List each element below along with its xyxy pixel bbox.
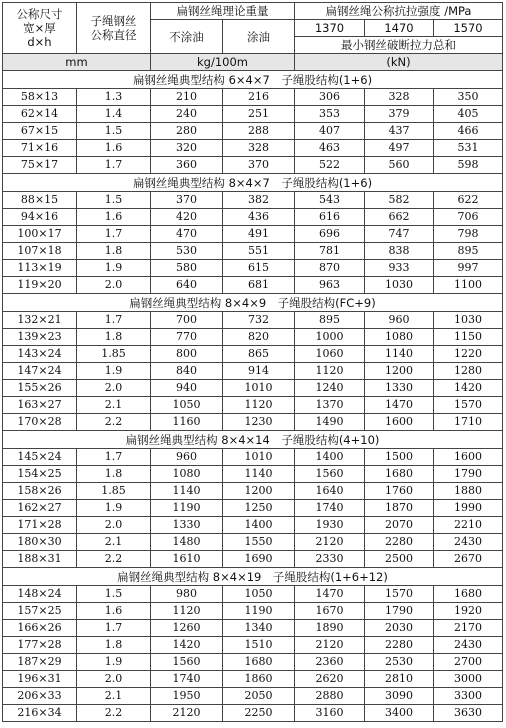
weight-oiled-cell: 1340 [223,620,295,637]
size-header-line-3: d×h [27,35,52,49]
force-1470-cell: 2530 [365,654,434,671]
weight-oiled-cell: 1550 [223,534,295,551]
table-row [3,192,503,209]
force-1470-cell: 1870 [365,500,434,517]
force-1470-cell: 2030 [365,620,434,637]
force-1570-cell: 3630 [434,705,503,722]
force-1570-cell: 350 [434,89,503,106]
force-1470-cell: 747 [365,226,434,243]
size-cell: 71×16 [3,140,77,157]
table-row [3,397,503,414]
table-row [3,89,503,106]
force-1370-cell: 2120 [295,534,365,551]
table-row [3,517,503,534]
size-cell: 75×17 [3,157,77,174]
weight-uncoated-cell: 530 [151,243,223,260]
size-cell: 188×31 [3,551,77,568]
force-1470-cell: 1140 [365,346,434,363]
weight-uncoated-cell: 320 [151,140,223,157]
force-1570-cell: 2700 [434,654,503,671]
weight-oiled-cell: 1690 [223,551,295,568]
force-1570-cell: 2170 [434,620,503,637]
table-row [3,603,503,620]
force-1570-cell: 3000 [434,671,503,688]
force-1370-cell: 353 [295,106,365,123]
force-1570-cell: 405 [434,106,503,123]
table-row [3,551,503,568]
weight-uncoated-cell: 1480 [151,534,223,551]
force-1570-cell: 3300 [434,688,503,705]
weight-uncoated-cell: 1080 [151,466,223,483]
weight-oiled-cell: 1140 [223,466,295,483]
force-1570-cell: 598 [434,157,503,174]
weight-uncoated-cell: 1160 [151,414,223,431]
table-row [3,363,503,380]
unit-mm: mm [3,54,151,71]
weight-uncoated-header: 不涂油 [151,20,223,54]
spec-table-container [2,2,502,722]
wire-header-line-2: 公称直径 [90,28,137,42]
weight-oiled-cell: 914 [223,363,295,380]
section-title: 扁钢丝绳典型结构 8×4×7 子绳股结构(1+6) [3,174,503,192]
force-1570-cell: 2670 [434,551,503,568]
force-1470-cell: 1760 [365,483,434,500]
size-cell: 163×27 [3,397,77,414]
size-header-line-1: 公称尺寸 [16,7,63,21]
force-1570-cell: 2430 [434,637,503,654]
table-header [3,3,503,71]
weight-uncoated-cell: 840 [151,363,223,380]
weight-oiled-cell: 288 [223,123,295,140]
weight-uncoated-cell: 700 [151,312,223,329]
size-cell: 67×15 [3,123,77,140]
wire-diameter-cell: 1.9 [77,260,151,277]
force-1370-cell: 543 [295,192,365,209]
weight-uncoated-cell: 470 [151,226,223,243]
wire-diameter-cell: 2.2 [77,551,151,568]
table-row [3,380,503,397]
weight-uncoated-cell: 240 [151,106,223,123]
size-cell: 143×24 [3,346,77,363]
wire-diameter-cell: 2.0 [77,380,151,397]
unit-kn: (kN) [295,54,503,71]
force-1370-cell: 522 [295,157,365,174]
section-title: 扁钢丝绳典型结构 8×4×14 子绳股结构(4+10) [3,431,503,449]
weight-uncoated-cell: 1260 [151,620,223,637]
table-row [3,654,503,671]
table-row [3,226,503,243]
wire-diameter-cell: 1.6 [77,209,151,226]
size-cell: 100×17 [3,226,77,243]
weight-uncoated-cell: 770 [151,329,223,346]
size-cell: 166×26 [3,620,77,637]
wire-diameter-cell: 2.0 [77,277,151,294]
section-header-row [3,294,503,312]
force-1570-cell: 1600 [434,449,503,466]
wire-diameter-cell: 1.7 [77,449,151,466]
table-row [3,312,503,329]
force-1470-cell: 1030 [365,277,434,294]
table-row [3,209,503,226]
force-1570-cell: 1220 [434,346,503,363]
weight-uncoated-cell: 960 [151,449,223,466]
weight-oiled-cell: 1680 [223,654,295,671]
force-1570-cell: 1100 [434,277,503,294]
table-row [3,243,503,260]
weight-oiled-header: 涂油 [223,20,295,54]
weight-oiled-cell: 1050 [223,586,295,603]
size-cell: 158×26 [3,483,77,500]
wire-diameter-cell: 1.4 [77,106,151,123]
size-cell: 119×20 [3,277,77,294]
force-1570-cell: 1570 [434,397,503,414]
force-1470-cell: 1680 [365,466,434,483]
force-1470-cell: 1790 [365,603,434,620]
table-body [3,71,503,722]
weight-uncoated-cell: 1120 [151,603,223,620]
weight-oiled-cell: 1200 [223,483,295,500]
wire-diameter-cell: 1.9 [77,363,151,380]
force-1370-cell: 1890 [295,620,365,637]
force-1470-cell: 1570 [365,586,434,603]
size-cell: 58×13 [3,89,77,106]
force-1570-cell: 798 [434,226,503,243]
force-1470-cell: 3090 [365,688,434,705]
table-row [3,637,503,654]
force-1370-cell: 2880 [295,688,365,705]
size-cell: 145×24 [3,449,77,466]
weight-oiled-cell: 251 [223,106,295,123]
size-cell: 147×24 [3,363,77,380]
force-1470-cell: 933 [365,260,434,277]
force-1470-cell: 1200 [365,363,434,380]
weight-uncoated-cell: 1420 [151,637,223,654]
force-1370-cell: 2120 [295,637,365,654]
force-1570-cell: 1030 [434,312,503,329]
wire-diameter-cell: 2.0 [77,671,151,688]
wire-diameter-cell: 1.3 [77,89,151,106]
table-row [3,500,503,517]
weight-uncoated-cell: 800 [151,346,223,363]
weight-oiled-cell: 1250 [223,500,295,517]
weight-uncoated-cell: 1190 [151,500,223,517]
wire-diameter-cell: 1.6 [77,603,151,620]
force-1570-cell: 706 [434,209,503,226]
force-1570-cell: 1280 [434,363,503,380]
table-row [3,106,503,123]
force-1570-cell: 466 [434,123,503,140]
table-row [3,414,503,431]
wire-diameter-cell: 2.2 [77,414,151,431]
force-1570-cell: 1680 [434,586,503,603]
force-1370-cell: 870 [295,260,365,277]
weight-uncoated-cell: 940 [151,380,223,397]
size-cell: 62×14 [3,106,77,123]
force-1370-cell: 463 [295,140,365,157]
size-cell: 177×28 [3,637,77,654]
weight-oiled-cell: 216 [223,89,295,106]
section-header-row [3,431,503,449]
wire-diameter-cell: 1.9 [77,500,151,517]
force-1470-cell: 1080 [365,329,434,346]
weight-oiled-cell: 865 [223,346,295,363]
size-cell: 180×30 [3,534,77,551]
force-1470-cell: 2070 [365,517,434,534]
weight-oiled-cell: 1010 [223,380,295,397]
force-1370-cell: 306 [295,89,365,106]
weight-uncoated-cell: 1140 [151,483,223,500]
wire-diameter-cell: 2.1 [77,397,151,414]
force-1370-cell: 1370 [295,397,365,414]
force-1570-cell: 1150 [434,329,503,346]
force-1370-cell: 1400 [295,449,365,466]
wire-diameter-cell: 1.5 [77,192,151,209]
wire-diameter-cell: 1.7 [77,226,151,243]
weight-uncoated-cell: 210 [151,89,223,106]
force-1370-cell: 696 [295,226,365,243]
force-1470-cell: 328 [365,89,434,106]
table-row [3,123,503,140]
size-cell: 132×21 [3,312,77,329]
wire-diameter-cell: 1.85 [77,346,151,363]
wire-diameter-cell: 2.1 [77,534,151,551]
size-header-cell [3,3,77,54]
weight-oiled-cell: 551 [223,243,295,260]
weight-oiled-cell: 1400 [223,517,295,534]
size-cell: 216×34 [3,705,77,722]
weight-uncoated-cell: 1560 [151,654,223,671]
weight-uncoated-cell: 2120 [151,705,223,722]
force-1470-cell: 838 [365,243,434,260]
wire-diameter-cell: 1.6 [77,140,151,157]
wire-diameter-cell: 2.1 [77,688,151,705]
force-1470-cell: 2280 [365,534,434,551]
force-1570-cell: 1880 [434,483,503,500]
size-cell: 94×16 [3,209,77,226]
weight-uncoated-cell: 1050 [151,397,223,414]
strength-1370-header: 1370 [295,20,365,37]
size-cell: 148×24 [3,586,77,603]
weight-uncoated-cell: 1610 [151,551,223,568]
weight-oiled-cell: 732 [223,312,295,329]
section-header-row [3,174,503,192]
wire-diameter-cell: 1.7 [77,312,151,329]
weight-oiled-cell: 1190 [223,603,295,620]
force-1570-cell: 622 [434,192,503,209]
weight-oiled-cell: 615 [223,260,295,277]
force-1570-cell: 1990 [434,500,503,517]
weight-oiled-cell: 1010 [223,449,295,466]
weight-oiled-cell: 1120 [223,397,295,414]
force-1370-cell: 2360 [295,654,365,671]
section-header-row [3,568,503,586]
weight-uncoated-cell: 1330 [151,517,223,534]
weight-uncoated-cell: 1740 [151,671,223,688]
weight-uncoated-cell: 640 [151,277,223,294]
table-row [3,449,503,466]
weight-header: 扁钢丝绳理论重量 [151,3,295,20]
weight-uncoated-cell: 280 [151,123,223,140]
force-1370-cell: 1060 [295,346,365,363]
section-title: 扁钢丝绳典型结构 6×4×7 子绳股结构(1+6) [3,71,503,89]
unit-kg-per-100m: kg/100m [151,54,295,71]
force-1570-cell: 1420 [434,380,503,397]
force-1470-cell: 3400 [365,705,434,722]
weight-oiled-cell: 820 [223,329,295,346]
force-1470-cell: 2500 [365,551,434,568]
force-1370-cell: 3160 [295,705,365,722]
force-1370-cell: 1740 [295,500,365,517]
wire-diameter-cell: 1.7 [77,620,151,637]
table-row [3,140,503,157]
weight-uncoated-cell: 580 [151,260,223,277]
wire-diameter-cell: 1.85 [77,483,151,500]
force-1370-cell: 2330 [295,551,365,568]
wire-diameter-cell: 1.8 [77,329,151,346]
weight-oiled-cell: 2250 [223,705,295,722]
force-1470-cell: 437 [365,123,434,140]
force-1470-cell: 1470 [365,397,434,414]
weight-uncoated-cell: 980 [151,586,223,603]
weight-oiled-cell: 328 [223,140,295,157]
size-cell: 170×28 [3,414,77,431]
force-1370-cell: 895 [295,312,365,329]
table-row [3,329,503,346]
wire-diameter-cell: 1.8 [77,243,151,260]
size-cell: 196×31 [3,671,77,688]
force-1370-cell: 1930 [295,517,365,534]
section-header-row [3,71,503,89]
table-row [3,346,503,363]
size-cell: 155×26 [3,380,77,397]
weight-oiled-cell: 2050 [223,688,295,705]
force-1470-cell: 960 [365,312,434,329]
wire-diameter-cell: 1.8 [77,637,151,654]
size-cell: 154×25 [3,466,77,483]
force-1470-cell: 560 [365,157,434,174]
strength-1570-header: 1570 [434,20,503,37]
force-1470-cell: 1600 [365,414,434,431]
size-cell: 187×29 [3,654,77,671]
strength-1470-header: 1470 [365,20,434,37]
table-row [3,466,503,483]
table-row [3,534,503,551]
wire-diameter-header-cell [77,3,151,54]
wire-diameter-cell: 1.7 [77,157,151,174]
wire-diameter-cell: 1.5 [77,123,151,140]
table-row [3,260,503,277]
force-1570-cell: 531 [434,140,503,157]
force-1370-cell: 1120 [295,363,365,380]
weight-uncoated-cell: 420 [151,209,223,226]
force-1370-cell: 1670 [295,603,365,620]
wire-diameter-cell: 2.2 [77,705,151,722]
wire-diameter-cell: 1.5 [77,586,151,603]
table-row [3,671,503,688]
size-cell: 113×19 [3,260,77,277]
table-row [3,586,503,603]
force-1470-cell: 662 [365,209,434,226]
force-1570-cell: 2430 [434,534,503,551]
force-1570-cell: 895 [434,243,503,260]
weight-oiled-cell: 681 [223,277,295,294]
force-1370-cell: 1640 [295,483,365,500]
force-1370-cell: 1470 [295,586,365,603]
size-cell: 107×18 [3,243,77,260]
force-1570-cell: 2210 [434,517,503,534]
table-row [3,705,503,722]
wire-diameter-cell: 1.9 [77,654,151,671]
force-1470-cell: 1330 [365,380,434,397]
size-cell: 88×15 [3,192,77,209]
wire-diameter-cell: 1.8 [77,466,151,483]
force-1570-cell: 1710 [434,414,503,431]
force-1370-cell: 1560 [295,466,365,483]
flat-wire-rope-spec-table [2,2,503,722]
force-1570-cell: 1920 [434,603,503,620]
size-cell: 206×33 [3,688,77,705]
table-row [3,277,503,294]
table-row [3,483,503,500]
force-1370-cell: 407 [295,123,365,140]
force-1570-cell: 1790 [434,466,503,483]
wire-diameter-cell: 2.0 [77,517,151,534]
force-1370-cell: 963 [295,277,365,294]
force-1470-cell: 497 [365,140,434,157]
weight-oiled-cell: 382 [223,192,295,209]
force-1370-cell: 1000 [295,329,365,346]
strength-header: 扁钢丝绳公称抗拉强度 /MPa [295,3,503,20]
size-cell: 139×23 [3,329,77,346]
wire-header-line-1: 子绳钢丝 [90,14,137,28]
force-1370-cell: 781 [295,243,365,260]
force-1470-cell: 1500 [365,449,434,466]
table-row [3,620,503,637]
size-cell: 171×28 [3,517,77,534]
section-title: 扁钢丝绳典型结构 8×4×9 子绳股结构(FC+9) [3,294,503,312]
weight-oiled-cell: 1510 [223,637,295,654]
section-title: 扁钢丝绳典型结构 8×4×19 子绳股结构(1+6+12) [3,568,503,586]
weight-uncoated-cell: 1950 [151,688,223,705]
table-row [3,157,503,174]
table-row [3,688,503,705]
weight-oiled-cell: 491 [223,226,295,243]
size-cell: 162×27 [3,500,77,517]
force-1470-cell: 2280 [365,637,434,654]
force-1470-cell: 379 [365,106,434,123]
weight-oiled-cell: 370 [223,157,295,174]
weight-oiled-cell: 1860 [223,671,295,688]
force-1370-cell: 1240 [295,380,365,397]
force-1470-cell: 582 [365,192,434,209]
weight-uncoated-cell: 370 [151,192,223,209]
weight-oiled-cell: 1230 [223,414,295,431]
size-header-line-2: 宽×厚 [23,21,56,35]
weight-uncoated-cell: 360 [151,157,223,174]
force-1370-cell: 1490 [295,414,365,431]
force-1370-cell: 616 [295,209,365,226]
size-cell: 157×25 [3,603,77,620]
force-1470-cell: 2810 [365,671,434,688]
weight-oiled-cell: 436 [223,209,295,226]
force-1370-cell: 2620 [295,671,365,688]
breaking-force-header: 最小钢丝破断拉力总和 [295,37,503,54]
force-1570-cell: 997 [434,260,503,277]
